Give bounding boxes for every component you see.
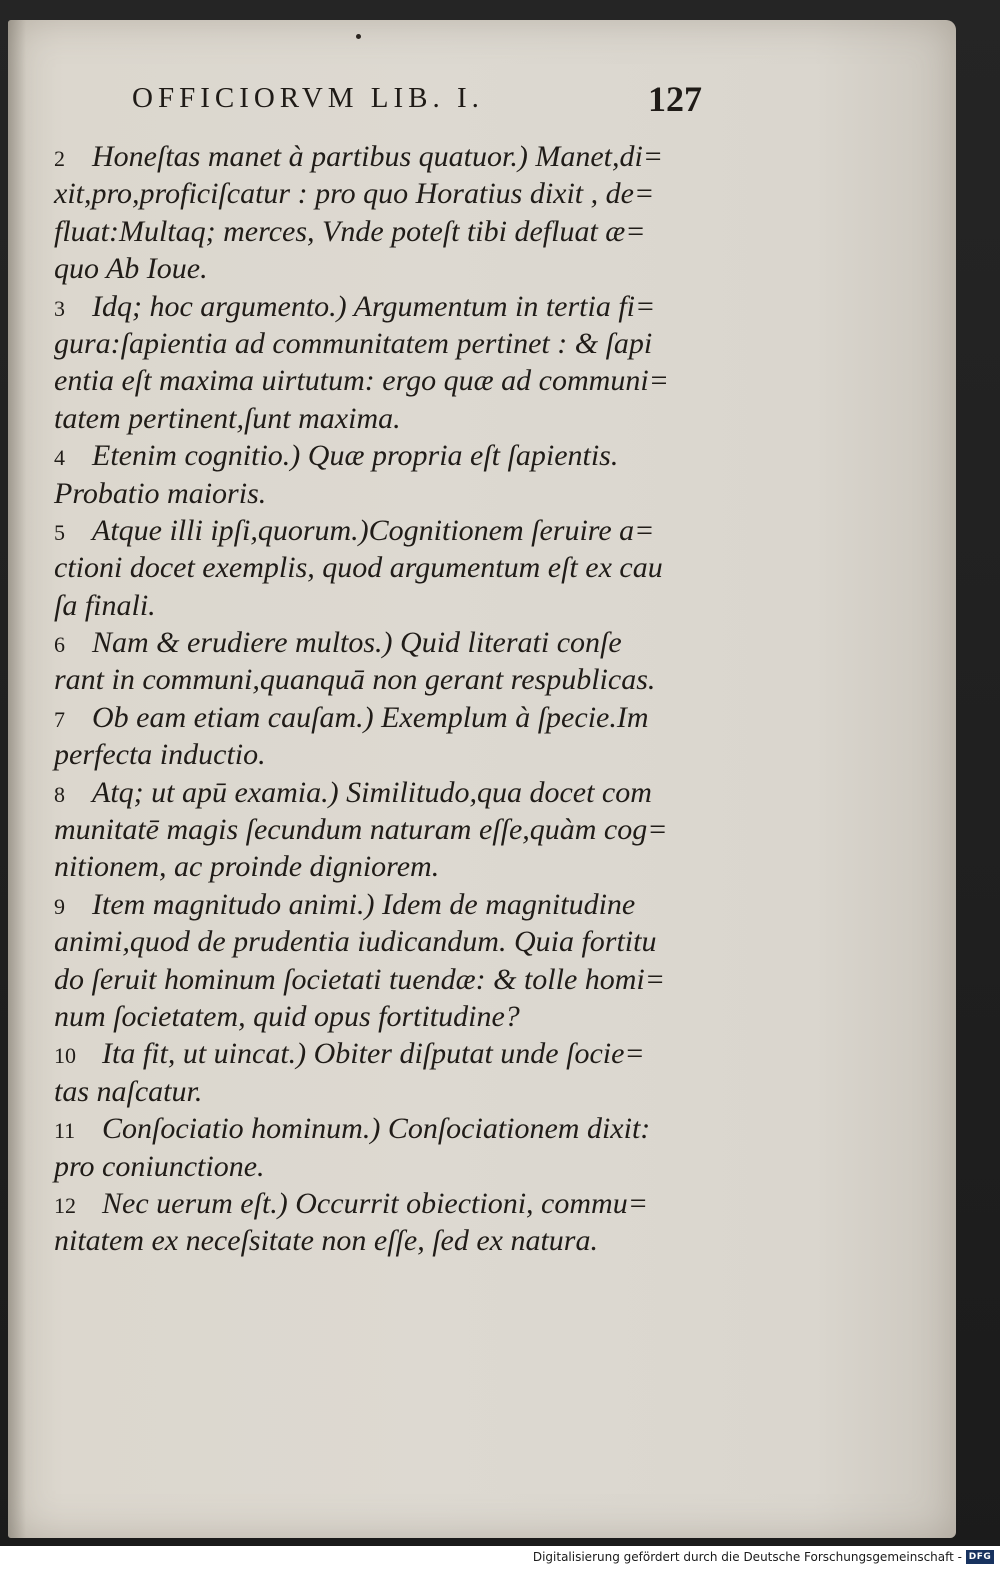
note-line bbox=[54, 1110, 694, 1147]
note-number: 8 bbox=[54, 781, 65, 807]
note-9 bbox=[54, 886, 694, 1036]
note-line: num ſocietatem, quid opus fortitudine? bbox=[54, 999, 520, 1033]
note-text: Item magnitudo animi.) Idem de magnitudine bbox=[92, 887, 636, 921]
note-number: 12 bbox=[54, 1192, 76, 1218]
note-number: 9 bbox=[54, 893, 65, 919]
note-line bbox=[54, 624, 694, 661]
note-number: 3 bbox=[54, 295, 65, 321]
commentary-notes bbox=[54, 138, 694, 1260]
funding-credit: Digitalisierung gefördert durch die Deutsche Forschungsgemeinschaft - bbox=[532, 1550, 962, 1564]
note-text: Etenim cognitio.) Quæ propria eſt ſapientis. bbox=[92, 439, 619, 473]
ink-speck bbox=[356, 34, 361, 39]
page-gutter-shadow bbox=[8, 20, 26, 1538]
note-2 bbox=[54, 138, 694, 288]
note-line: Probatio maioris. bbox=[54, 476, 267, 510]
note-line bbox=[54, 1185, 694, 1222]
note-text: Atq; ut apū examia.) Similitudo,qua docet com bbox=[92, 775, 652, 809]
running-head-title: OFFICIORVM LIB. I. bbox=[132, 82, 484, 114]
note-text: Honeſtas manet à partibus quatuor.) Manet,di= bbox=[92, 140, 664, 173]
note-10 bbox=[54, 1035, 694, 1110]
note-line bbox=[54, 886, 694, 923]
note-line: fluat:Multaq; merces, Vnde poteſt tibi defluat æ= bbox=[54, 214, 646, 248]
note-line bbox=[54, 437, 694, 474]
note-line: munitatē magis ſecundum naturam eſſe,quàm cog= bbox=[54, 813, 668, 847]
note-5 bbox=[54, 512, 694, 624]
note-line bbox=[54, 699, 694, 736]
note-11 bbox=[54, 1110, 694, 1185]
note-line bbox=[54, 1035, 694, 1072]
note-text: Idq; hoc argumento.) Argumentum in tertia fi= bbox=[92, 289, 656, 323]
note-line: pro coniunctione. bbox=[54, 1149, 265, 1183]
note-text: Ob eam etiam cauſam.) Exemplum à ſpecie.Im bbox=[92, 700, 649, 734]
note-line: do ſeruit hominum ſocietati tuendæ: & tolle homi= bbox=[54, 962, 666, 996]
note-text: Nec uerum eſt.) Occurrit obiectioni, commu= bbox=[102, 1186, 648, 1220]
note-7 bbox=[54, 699, 694, 774]
note-number: 2 bbox=[54, 146, 65, 171]
note-4 bbox=[54, 437, 694, 512]
note-number: 10 bbox=[54, 1043, 76, 1069]
note-number: 6 bbox=[54, 632, 65, 658]
note-line: gura:ſapientia ad communitatem pertinet : & ſapi bbox=[54, 326, 653, 360]
running-head bbox=[132, 78, 702, 128]
note-8 bbox=[54, 774, 694, 886]
digitization-footer bbox=[0, 1546, 1000, 1569]
note-line: animi,quod de prudentia iudicandum. Quia fortitu bbox=[54, 925, 657, 959]
note-6 bbox=[54, 624, 694, 699]
note-line: quo Ab Ioue. bbox=[54, 252, 208, 286]
page-number: 127 bbox=[648, 79, 702, 119]
note-number: 11 bbox=[54, 1118, 76, 1144]
note-line: tatem pertinent,ſunt maxima. bbox=[54, 401, 401, 435]
note-line: tas naſcatur. bbox=[54, 1074, 203, 1108]
note-line bbox=[54, 512, 694, 549]
note-line: rant in communi,quanquā non gerant respublicas. bbox=[54, 663, 656, 697]
dfg-logo-icon: DFG bbox=[966, 1550, 994, 1564]
note-number: 5 bbox=[54, 519, 65, 545]
note-line bbox=[54, 288, 694, 325]
note-text: Ita fit, ut uincat.) Obiter diſputat unde ſocie= bbox=[102, 1037, 645, 1071]
note-3 bbox=[54, 288, 694, 438]
note-line: entia eſt maxima uirtutum: ergo quæ ad communi= bbox=[54, 364, 669, 398]
note-number: 7 bbox=[54, 706, 65, 732]
note-text: Nam & erudiere multos.) Quid literati conſe bbox=[92, 626, 622, 660]
note-line: ſa finali. bbox=[54, 588, 156, 622]
note-line: ctioni docet exemplis, quod argumentum eſt ex cau bbox=[54, 551, 663, 585]
note-line: perfecta inductio. bbox=[54, 738, 266, 772]
note-number: 4 bbox=[54, 445, 65, 471]
note-line bbox=[54, 138, 694, 175]
note-text: Conſociatio hominum.) Conſociationem dixit: bbox=[102, 1112, 651, 1146]
note-line bbox=[54, 774, 694, 811]
note-line: nitionem, ac proinde digniorem. bbox=[54, 850, 440, 884]
note-12 bbox=[54, 1185, 694, 1260]
note-line: nitatem ex neceſsitate non eſſe, ſed ex natura. bbox=[54, 1224, 598, 1258]
note-text: Atque illi ipſi,quorum.)Cognitionem ſeruire a= bbox=[92, 513, 655, 547]
note-line: xit,pro,proficiſcatur : pro quo Horatius dixit , de= bbox=[54, 177, 655, 211]
